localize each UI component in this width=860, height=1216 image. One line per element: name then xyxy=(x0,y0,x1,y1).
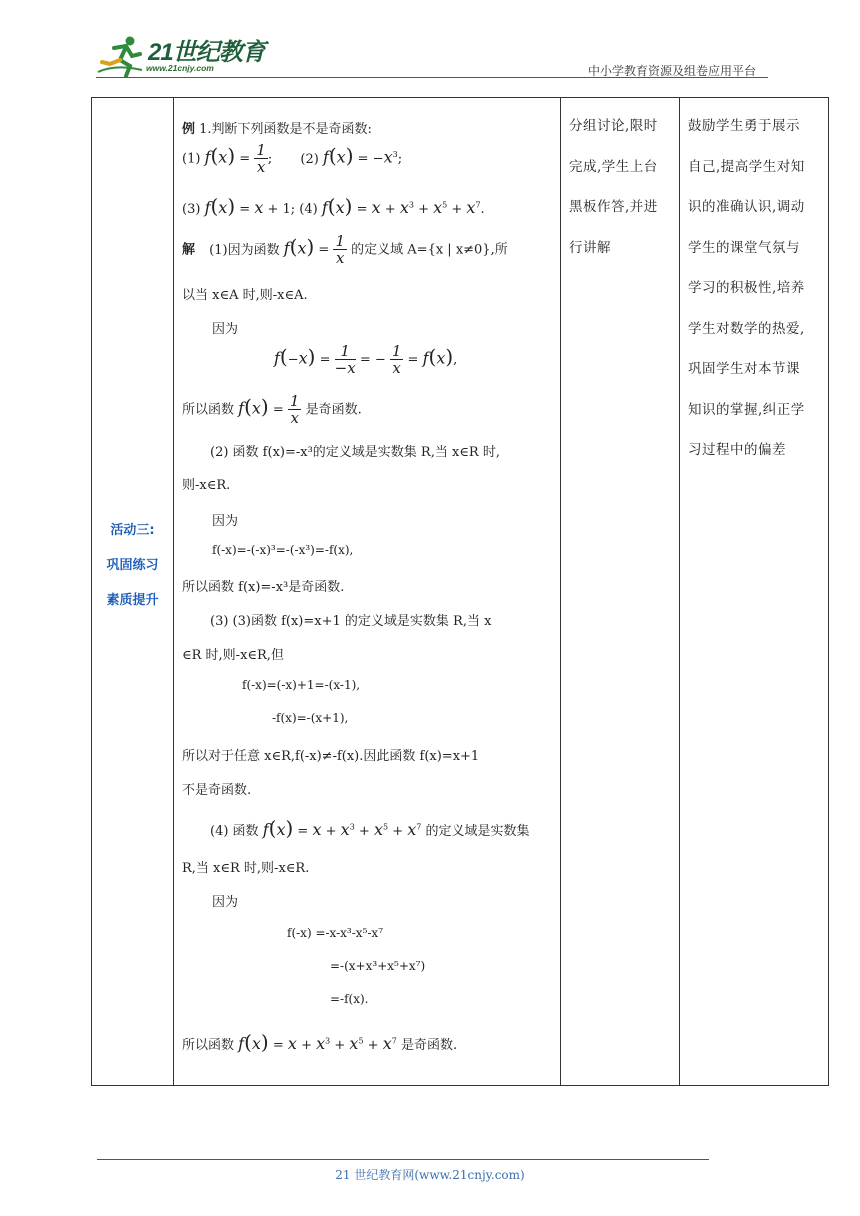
intent-line: 习过程中的偏差 xyxy=(688,442,786,458)
activity-name-2: 素质提升 xyxy=(106,593,159,608)
activity-name-1: 巩固练习 xyxy=(106,558,159,573)
solution-2-line-1: (2) 函数 f(x)=-x³的定义域是实数集 R,当 x∈R 时, xyxy=(210,445,500,460)
solution-4-line-1: (4) 函数 $f(x) = x + x^3 + x^5 + x^7$ 的定义域是实数集 xyxy=(210,816,530,840)
design-intent-cell xyxy=(680,98,829,1086)
content-cell xyxy=(174,98,561,1086)
solution-4-concl-a: 所以函数 xyxy=(182,1038,235,1053)
footer-link[interactable]: 21 世纪教育网(www.21cnjy.com) xyxy=(335,1168,525,1182)
solution-4-equation-3: =-f(x). xyxy=(330,992,369,1006)
activity-cell xyxy=(92,98,174,1086)
because-4: 因为 xyxy=(212,895,239,910)
intent-line: 识的准确认识,调动 xyxy=(688,199,805,215)
logo-url: www.21cnjy.com xyxy=(146,63,214,73)
item-row-1: (1) f(x) = $\frac{1}{x}$ ; (2) $f(x) = -x^3$; xyxy=(182,141,403,176)
solution-3-line-2: ∈R 时,则-x∈R,但 xyxy=(182,648,284,663)
solution-3-equation-2: -f(x)=-(x+1), xyxy=(272,711,349,725)
solution-1-line-1: 解 (1)因为函数 f(x) = $\frac{1}{x}$ 的定义域 A={x | x≠0},所 xyxy=(182,232,508,267)
item-row-2: (3) f(x) = x + 1; (4) $f(x) = x + x^3 + x^5 + x^7$. xyxy=(182,194,485,218)
solution-4-equation-1: f(-x) =-x-x³-x⁵-x⁷ xyxy=(287,926,384,940)
footer-divider xyxy=(97,1159,709,1160)
solution-4-concl-b: 是奇函数. xyxy=(400,1038,458,1053)
solution-3-conclusion-1: 所以对于任意 x∈R,f(-x)≠-f(x).因此函数 f(x)=x+1 xyxy=(182,749,480,764)
because-1: 因为 xyxy=(212,322,239,337)
runner-icon xyxy=(96,34,146,78)
solution-1-text-a: (1)因为函数 xyxy=(209,242,280,258)
solution-1-equation: f(−x) = $\frac{1}{-x}$ = − $\frac{1}{x}$ = f(x), xyxy=(274,342,458,377)
teacher-activity-cell xyxy=(561,98,680,1086)
intent-line: 自己,提高学生对知 xyxy=(688,158,805,175)
fraction-1-over-x-2: $\frac{1}{x}$ xyxy=(335,232,346,267)
solution-2-conclusion: 所以函数 f(x)=-x³是奇函数. xyxy=(182,580,345,595)
because-2: 因为 xyxy=(212,514,239,529)
solution-1-concl-a: 所以函数 xyxy=(182,402,235,418)
solution-4-conclusion: 所以函数 $f(x) = x + x^3 + x^5 + x^7$ 是奇函数. xyxy=(182,1030,458,1054)
solution-1-conclusion: 所以函数 f(x) = $\frac{1}{x}$ 是奇函数. xyxy=(182,392,362,427)
solution-4-text-a: (4) 函数 xyxy=(210,824,259,839)
intent-line: 学习的积极性,培养 xyxy=(688,280,805,296)
lesson-table xyxy=(91,97,829,1086)
intent-line: 学生的课堂气氛与 xyxy=(688,239,800,256)
item-2-label: (2) xyxy=(300,151,319,167)
item-3-label: (3) xyxy=(182,202,201,217)
item-2-formula: f xyxy=(322,147,329,167)
solution-3-equation-1: f(-x)=(-x)+1=-(x-1), xyxy=(242,678,361,692)
solution-3-conclusion-2: 不是奇函数. xyxy=(182,783,252,798)
item-1-formula: f xyxy=(204,147,211,167)
solution-2-line-2: 则-x∈R. xyxy=(182,478,231,493)
solution-2-equation: f(-x)=-(-x)³=-(-x³)=-f(x), xyxy=(212,543,354,557)
intent-line: 知识的掌握,纠正学 xyxy=(688,401,805,418)
item-1-label: (1) xyxy=(182,151,201,167)
site-logo xyxy=(96,32,266,78)
intent-line: 鼓励学生勇于展示 xyxy=(688,118,800,134)
platform-title: 中小学教育资源及组卷应用平台 xyxy=(587,64,756,78)
solution-label: 解 xyxy=(182,242,196,258)
teacher-line: 分组讨论,限时 xyxy=(569,118,658,134)
item-4-formula: f xyxy=(321,198,328,217)
logo-text: 21世纪教育 xyxy=(148,39,265,66)
item-3-formula: f xyxy=(204,198,211,217)
example-label: 例 xyxy=(182,122,196,137)
page-header xyxy=(96,30,768,80)
teacher-line: 黑板作答,并进 xyxy=(569,199,658,215)
item-4-label: (4) xyxy=(299,202,318,217)
teacher-line: 完成,学生上台 xyxy=(569,158,658,175)
solution-4-line-2: R,当 x∈R 时,则-x∈R. xyxy=(182,861,310,876)
solution-3-line-1: (3) (3)函数 f(x)=x+1 的定义域是实数集 R,当 x xyxy=(210,614,492,629)
intent-line: 巩固学生对本节课 xyxy=(688,361,800,377)
example-text: 1.判断下列函数是不是奇函数: xyxy=(199,122,372,137)
activity-label: 活动三: xyxy=(110,523,155,538)
solution-4-text-b: 的定义域是实数集 xyxy=(425,824,530,839)
solution-1-text-b: 的定义域 A={x | x≠0},所 xyxy=(351,242,508,258)
example-title xyxy=(182,118,372,137)
header-divider xyxy=(96,77,768,78)
fraction-1-over-x: $\frac{1}{x}$ xyxy=(256,141,266,176)
solution-4-equation-2: =-(x+x³+x⁵+x⁷) xyxy=(330,959,426,973)
intent-line: 学生对数学的热爱, xyxy=(688,320,805,337)
solution-1-line-2: 以当 x∈A 时,则-x∈A. xyxy=(182,288,308,303)
teacher-line: 行讲解 xyxy=(569,239,611,256)
solution-1-concl-b: 是奇函数. xyxy=(305,402,362,418)
